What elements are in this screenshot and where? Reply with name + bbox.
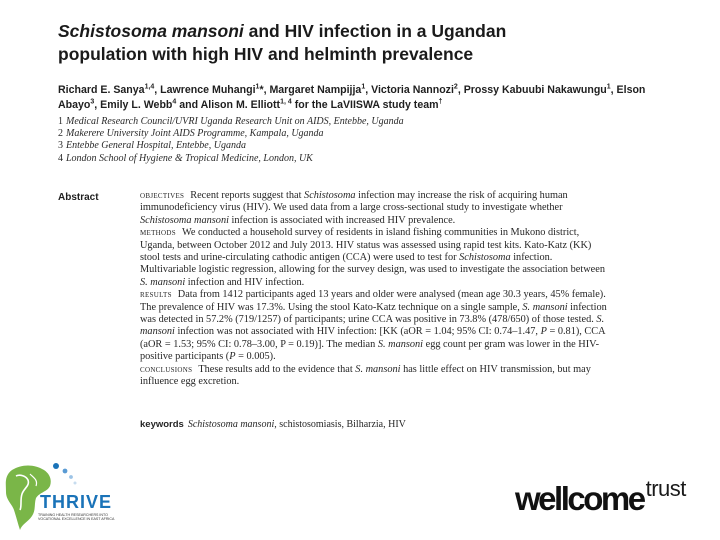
keyword-list: , schistosomiasis, Bilharzia, HIV xyxy=(274,419,406,430)
affil-mark: 1 xyxy=(361,83,366,91)
author: , Victoria Nannozi xyxy=(365,84,454,96)
affil-text: Medical Research Council/UVRI Uganda Research Unit on AIDS, Entebbe, Uganda xyxy=(66,116,404,127)
abstract-text: Data from 1412 participants aged 13 years and older were analysed (mean age 30.3 years, 45% female). The prevalence of HIV was 17.3%. Using the stool Kato-Katz technique on a single sample, xyxy=(140,289,606,313)
abstract-italic: S. mansoni xyxy=(140,314,605,338)
affil-mark: 2 xyxy=(453,83,458,91)
abstract-italic: S. mansoni xyxy=(140,276,186,288)
abstract-text: infection was detected in 57.2% (719/1257) of participants; urine CCA was positive in 73.8% (478/650) of those tested. xyxy=(140,301,607,326)
abstract-conclusions xyxy=(140,364,610,389)
abstract-methods xyxy=(140,227,610,289)
affil-mark: † xyxy=(438,98,443,106)
title-line2: population with high HIV and helminth prevalence xyxy=(58,44,474,64)
affil-number: 2 xyxy=(58,128,63,140)
abstract-text: infection is associated with increased HIV prevalence. xyxy=(228,214,456,226)
affil-mark: 1, 4 xyxy=(280,98,292,106)
abstract-text: = 0.81), CCA (aOR = 1.53; 95% CI: 0.78–3.00, P = 0.19)]. The median xyxy=(140,326,606,350)
affil-mark: 3 xyxy=(90,98,95,106)
author: , Elson Abayo xyxy=(58,84,646,111)
affil-text: London School of Hygiene & Tropical Medicine, London, UK xyxy=(66,152,313,164)
abstract-text: These results add to the evidence that xyxy=(198,363,356,375)
abstract-italic: S. mansoni xyxy=(355,363,401,375)
section-label: methods xyxy=(140,228,176,239)
paper-title xyxy=(58,20,618,66)
abstract-italic: Schistosoma mansoni xyxy=(140,214,229,226)
affil-number: 3 xyxy=(58,140,63,152)
affiliation-item xyxy=(58,116,618,128)
title-italic: Schistosoma mansoni xyxy=(58,21,244,41)
abstract-italic: P xyxy=(540,326,547,338)
wellcome-wordmark: wellcome xyxy=(515,480,644,517)
author: *, Margaret Nampijja xyxy=(259,84,362,96)
abstract-italic: S. mansoni xyxy=(377,338,424,350)
author: and Alison M. Elliott xyxy=(176,99,281,111)
abstract-results xyxy=(140,289,610,363)
abstract-italic: Schistosoma xyxy=(304,190,356,201)
affil-mark: 1,4 xyxy=(144,83,155,91)
keyword-italic: Schistosoma mansoni xyxy=(187,419,275,430)
abstract-italic: Schistosoma xyxy=(459,252,511,264)
affil-mark: 1 xyxy=(606,83,611,91)
abstract-text: infection and HIV infection. xyxy=(185,276,305,288)
author: , Emily L. Webb xyxy=(94,99,173,111)
affil-text: Makerere University Joint AIDS Programme, Kampala, Uganda xyxy=(66,128,324,140)
section-label: conclusions xyxy=(140,364,193,375)
thrive-wordmark: THRIVE xyxy=(40,492,113,512)
abstract-text: = 0.005). xyxy=(235,351,276,363)
affil-text: Entebbe General Hospital, Entebbe, Uganda xyxy=(66,140,246,152)
abstract-text: egg count per gram was lower in the HIV-positive participants ( xyxy=(140,338,600,363)
affil-number: 4 xyxy=(58,152,63,164)
abstract-italic: S. mansoni xyxy=(522,301,568,313)
affiliation-item xyxy=(58,153,618,165)
title-line1: and HIV infection in a Ugandan xyxy=(243,21,507,41)
author: , Prossy Kabuubi Nakawungu xyxy=(457,84,607,96)
abstract-text: We conducted a household survey of residents in island fishing communities in Mukono district, Uganda, between October 2012 and July 2013. HIV status was assessed using rapid test kits. Kato-Katz (KK) stool tests and urine-circulating cathodic antigen (CCA) were used to test for xyxy=(140,227,592,264)
wellcome-trust-logo xyxy=(515,476,686,520)
affil-number: 1 xyxy=(58,116,63,127)
section-label: results xyxy=(140,290,172,301)
abstract-text: infection may increase the risk of acquiring human immunodeficiency virus (HIV). We used data from a large cross-sectional study to investigate whether xyxy=(140,190,568,214)
abstract-italic: P xyxy=(229,351,236,363)
abstract-text: infection. Multivariable logistic regression, allowing for the survey design, was used to investigate the association between xyxy=(140,252,605,276)
affiliation-list xyxy=(58,116,618,165)
thrive-tagline: TRAINING HEALTH RESEARCHERS INTO VOCATIONAL EXCELLENCE IN EAST AFRICA xyxy=(38,513,115,522)
section-label: objectives xyxy=(140,191,185,201)
abstract-text: infection was not associated with HIV infection: [KK (aOR = 1.04; 95% CI: 0.74–1.47, xyxy=(174,326,541,338)
abstract-label: Abstract xyxy=(58,192,99,203)
keywords-line xyxy=(140,419,610,430)
affil-mark: 1 xyxy=(255,83,260,91)
keywords-label: keywords xyxy=(140,419,184,430)
trust-wordmark: trust xyxy=(645,476,686,501)
author: for the LaVIISWA study team xyxy=(291,99,439,111)
affil-mark: 4 xyxy=(172,98,177,106)
abstract-body xyxy=(140,190,610,389)
author-list xyxy=(58,83,668,113)
author: , Lawrence Muhangi xyxy=(154,84,256,96)
affiliation-item xyxy=(58,128,618,140)
abstract-objectives xyxy=(140,190,610,227)
abstract-text: has little effect on HIV transmission, but may influence egg excretion. xyxy=(140,363,591,388)
author: Richard E. Sanya xyxy=(58,84,145,96)
abstract-text: Recent reports suggest that xyxy=(190,190,305,201)
affiliation-item xyxy=(58,140,618,152)
